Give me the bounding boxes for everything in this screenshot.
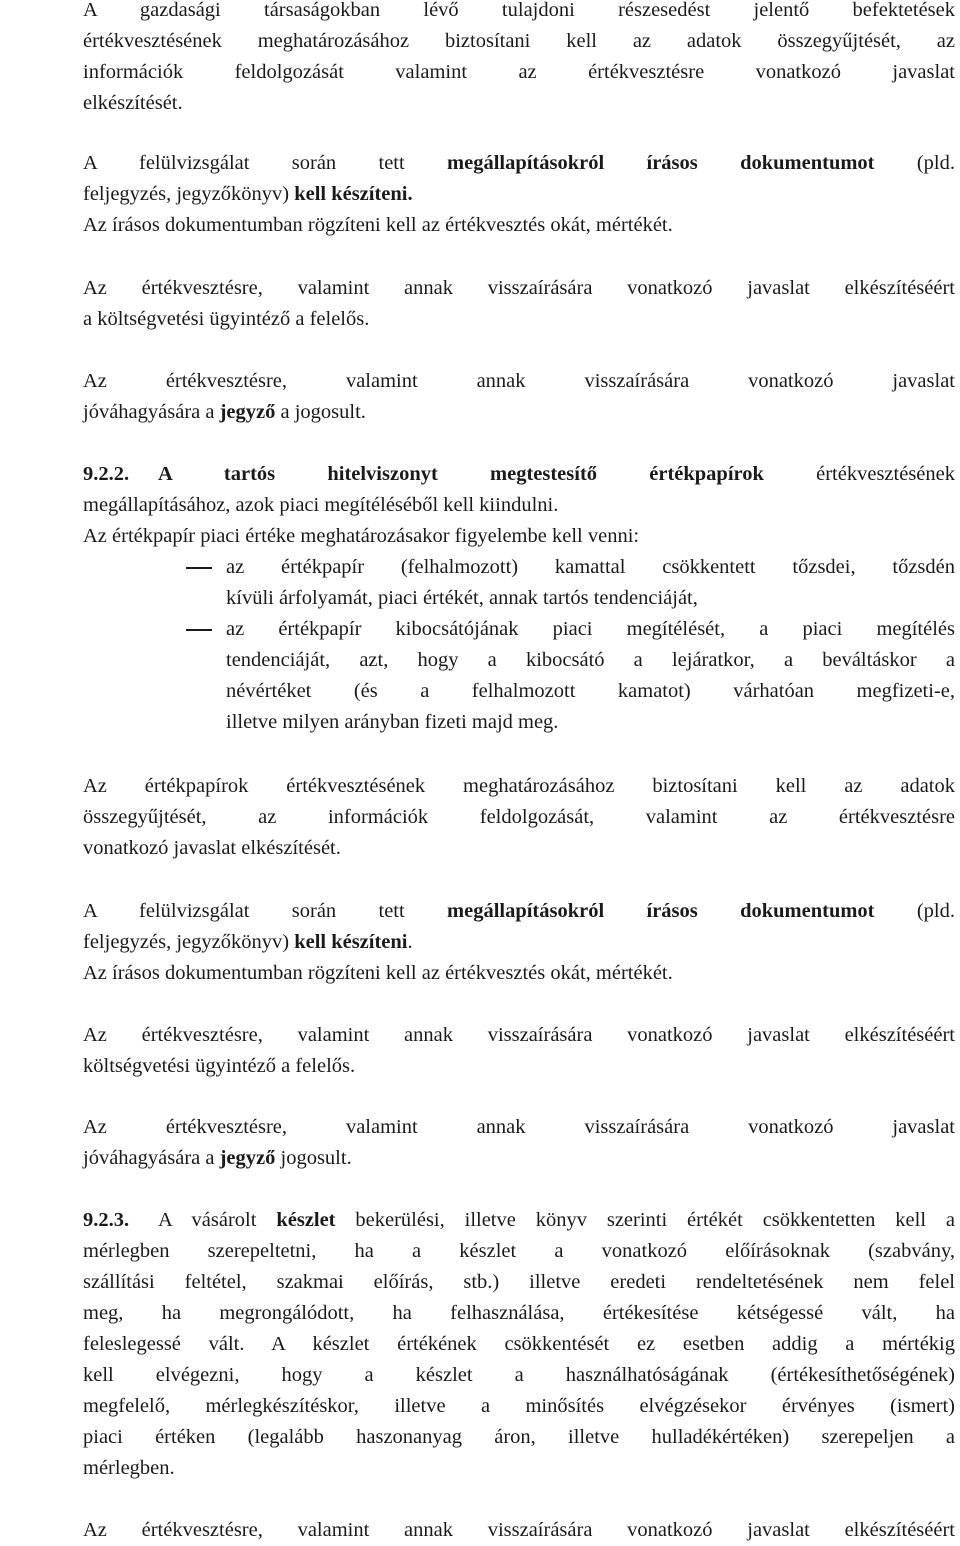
section-number: 9.2.3. (83, 1209, 130, 1231)
text-line: mérlegben szerepeltetni, ha a készlet a vonatkozó előírásoknak (szabvány, (83, 1240, 955, 1262)
text-line: az értékpapír (felhalmozott) kamattal csökkentett tőzsdei, tőzsdén (226, 556, 955, 578)
text-line: A felülvizsgálat során tett megállapításokról írásos dokumentumot (pld. (83, 900, 955, 922)
text-line: jóváhagyására a jegyző a jogosult. (83, 401, 366, 423)
text-line: Az értékvesztésre, valamint annak visszaírására vonatkozó javaslat elkészítéséért (83, 277, 955, 299)
text-line: Az írásos dokumentumban rögzíteni kell az értékvesztés okát, mértékét. (83, 962, 673, 984)
text-line: kívüli árfolyamát, piaci értékét, annak tartós tendenciáját, (226, 587, 698, 609)
text-line: meg, ha megrongálódott, ha felhasználása, értékesítése kétségessé vált, ha (83, 1302, 955, 1324)
text-line: Az értékpapír piaci értéke meghatározásakor figyelembe kell venni: (83, 525, 640, 547)
text-line: Az értékvesztésre, valamint annak visszaírására vonatkozó javaslat (83, 1116, 955, 1138)
text-line: kell elvégezni, hogy a készlet a használhatóságának (értékesíthetőségének) (83, 1364, 955, 1386)
text-line: Az értékpapírok értékvesztésének meghatározásához biztosítani kell az adatok (83, 775, 955, 797)
section-heading-line: 9.2.3. A vásárolt készlet bekerülési, illetve könyv szerinti értékét csökkentetten kell a (83, 1205, 955, 1236)
text-line: Az értékvesztésre, valamint annak visszaírására vonatkozó javaslat (83, 370, 955, 392)
text-line: értékvesztésének meghatározásához biztosítani kell az adatok összegyűjtését, az (83, 30, 955, 52)
dash-bullet-icon (186, 629, 212, 631)
text-line: jóváhagyására a jegyző jogosult. (83, 1147, 352, 1169)
text-line: feleslegessé vált. A készlet értékének csökkentését ez esetben addig a mértékig (83, 1333, 955, 1355)
text-line: szállítási feltétel, szakmai előírás, stb.) illetve eredeti rendeltetésének nem felel (83, 1271, 955, 1293)
text-line: összegyűjtését, az információk feldolgozását, valamint az értékvesztésre (83, 806, 955, 828)
bullet-item (83, 552, 955, 614)
text-line: Az értékvesztésre, valamint annak visszaírására vonatkozó javaslat elkészítéséért (83, 1024, 955, 1046)
bullet-item (83, 614, 955, 738)
text-line: A felülvizsgálat során tett megállapításokról írásos dokumentumot (pld. (83, 152, 955, 174)
paragraph-data-collection-shares (83, 0, 955, 119)
paragraph-review-document-2 (83, 896, 955, 989)
text-line: névértéket (és a felhalmozott kamatot) várhatóan megfizeti-e, (226, 680, 955, 702)
section-heading-line: 9.2.2. A tartós hitelviszonyt megtestesítő értékpapírok értékvesztésének (83, 459, 955, 490)
text-line: illetve milyen arányban fizeti majd meg. (226, 711, 559, 733)
text-line: költségvetési ügyintéző a felelős. (83, 1055, 356, 1077)
section-9-2-3 (83, 1205, 955, 1484)
text-line: elkészítését. (83, 92, 183, 114)
text-line: feljegyzés, jegyzőkönyv) kell készíteni. (83, 183, 413, 205)
section-number: 9.2.2. (83, 463, 130, 485)
section-9-2-2 (83, 459, 955, 738)
paragraph-responsible-2 (83, 1020, 955, 1082)
text-line: vonatkozó javaslat elkészítését. (83, 837, 341, 859)
text-line: feljegyzés, jegyzőkönyv) kell készíteni. (83, 931, 413, 953)
text-line: tendenciáját, azt, hogy a kibocsátó a lejáratkor, a beváltáskor a (226, 649, 955, 671)
text-line: mérlegben. (83, 1457, 175, 1479)
text-line: az értékpapír kibocsátójának piaci megítélését, a piaci megítélés (226, 618, 955, 640)
text-line: a költségvetési ügyintéző a felelős. (83, 308, 370, 330)
paragraph-responsible (83, 273, 955, 335)
text-line: megfelelő, mérlegkészítéskor, illetve a minősítés elvégzésekor érvényes (ismert) (83, 1395, 955, 1417)
paragraph-approval (83, 366, 955, 428)
paragraph-approval-2 (83, 1112, 955, 1174)
paragraph-securities-data (83, 771, 955, 864)
text-line: Az értékvesztésre, valamint annak visszaírására vonatkozó javaslat elkészítéséért (83, 1519, 955, 1541)
text-line: információk feldolgozását valamint az értékvesztésre vonatkozó javaslat (83, 61, 955, 83)
dash-bullet-icon (186, 567, 212, 569)
text-line: megállapításához, azok piaci megítéléséből kell kiindulni. (83, 494, 559, 516)
text-line: A gazdasági társaságokban lévő tulajdoni részesedést jelentő befektetések (83, 0, 955, 21)
text-line: Az írásos dokumentumban rögzíteni kell az értékvesztés okát, mértékét. (83, 214, 673, 236)
text-line: piaci értéken (legalább haszonanyag áron, illetve hulladékértéken) szerepeljen a (83, 1426, 955, 1448)
paragraph-review-document (83, 148, 955, 241)
paragraph-final (83, 1515, 955, 1546)
